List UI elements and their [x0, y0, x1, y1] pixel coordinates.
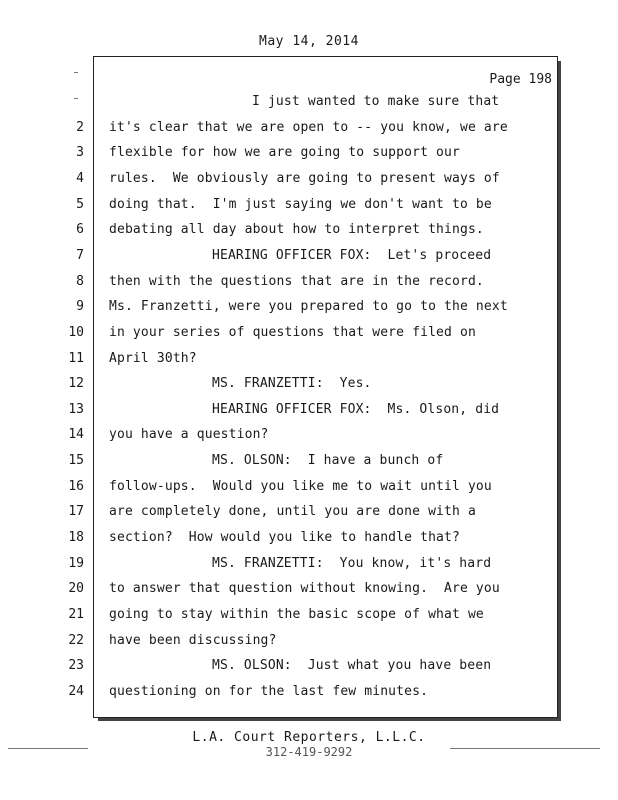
line-number: 5: [76, 196, 84, 212]
transcript-line: [0, 658, 618, 678]
transcript-line: [0, 504, 618, 524]
line-text: rules. We obviously are going to present ways of: [109, 170, 500, 186]
transcript-line: [0, 633, 618, 653]
line-text: MS. FRANZETTI: You know, it's hard: [212, 555, 492, 571]
line-text: questioning on for the last few minutes.: [109, 683, 429, 699]
line-number: 8: [76, 273, 84, 289]
line-number: 23: [68, 658, 84, 674]
line-number: 18: [68, 530, 84, 546]
transcript-line: [0, 530, 618, 550]
transcript-line: [0, 222, 618, 242]
transcript-line: [0, 453, 618, 473]
transcript-line: [0, 427, 618, 447]
line-number: 11: [68, 350, 84, 366]
court-reporter-phone: 312-419-9292: [265, 745, 353, 759]
transcript-line: [0, 556, 618, 576]
line-text: you have a question?: [109, 427, 269, 443]
line-number: 22: [68, 632, 84, 648]
line-text: are completely done, until you are done with a: [109, 504, 476, 520]
line-text: I just wanted to make sure that: [252, 94, 500, 109]
transcript-line: [0, 274, 618, 294]
line-number: 14: [68, 427, 84, 443]
line-text: HEARING OFFICER FOX: Ms. Olson, did: [212, 401, 500, 417]
line-number: 17: [68, 504, 84, 520]
page-number-label: Page 198: [489, 72, 552, 87]
line-number: 24: [68, 683, 84, 699]
scan-artifact-line: [450, 748, 600, 749]
line-text: then with the questions that are in the record.: [109, 273, 484, 289]
transcript-date: May 14, 2014: [259, 34, 359, 49]
line-text: to answer that question without knowing. Are you: [109, 581, 500, 597]
line-text: HEARING OFFICER FOX: Let's proceed: [212, 247, 492, 263]
transcript-line: [0, 351, 618, 371]
line-text: doing that. I'm just saying we don't want to be: [109, 196, 492, 212]
scan-artifact-line: [8, 748, 88, 749]
transcript-line: [0, 402, 618, 422]
transcript-line: [0, 376, 618, 396]
transcript-line: [0, 197, 618, 217]
line-number: 12: [68, 376, 84, 392]
court-reporter-name: L.A. Court Reporters, L.L.C.: [192, 730, 426, 745]
line-number: 7: [76, 247, 84, 263]
line-text: in your series of questions that were filed on: [109, 324, 476, 340]
line-number: 19: [68, 555, 84, 571]
line-number: 2: [76, 119, 84, 135]
line-text: it's clear that we are open to -- you know, we are: [109, 119, 508, 135]
line-number: 3: [76, 145, 84, 161]
transcript-line: [0, 325, 618, 345]
line-text: MS. OLSON: I have a bunch of: [212, 453, 444, 469]
line-number: 6: [76, 222, 84, 238]
margin-tick: [74, 98, 78, 99]
transcript-line: [0, 684, 618, 704]
line-text: Ms. Franzetti, were you prepared to go to the next: [109, 299, 508, 315]
transcript-line: [0, 299, 618, 319]
line-text: MS. FRANZETTI: Yes.: [212, 376, 372, 392]
line-text: going to stay within the basic scope of what we: [109, 607, 484, 622]
line-number: 10: [68, 324, 84, 340]
transcript-line: [0, 171, 618, 191]
line-text: flexible for how we are going to support our: [109, 145, 460, 161]
line-text: follow-ups. Would you like me to wait until you: [109, 478, 492, 494]
line-text: April 30th?: [109, 350, 197, 366]
line-text: MS. OLSON: Just what you have been: [212, 658, 492, 674]
line-number: 20: [68, 581, 84, 597]
transcript-line: [0, 145, 618, 165]
line-text: have been discussing?: [109, 632, 277, 648]
transcript-line: [0, 120, 618, 140]
line-number: 13: [68, 401, 84, 417]
line-text: debating all day about how to interpret things.: [109, 222, 484, 238]
line-number: 21: [68, 607, 84, 622]
line-text: section? How would you like to handle that?: [109, 530, 460, 546]
transcript-line: [0, 94, 618, 114]
line-number: 15: [68, 453, 84, 469]
line-number: 9: [76, 299, 84, 315]
transcript-line: [0, 581, 618, 601]
transcript-line: [0, 479, 618, 499]
margin-tick: [74, 72, 78, 73]
transcript-line: [0, 607, 618, 627]
transcript-line: [0, 248, 618, 268]
line-number: 16: [68, 478, 84, 494]
line-number: 4: [76, 170, 84, 186]
